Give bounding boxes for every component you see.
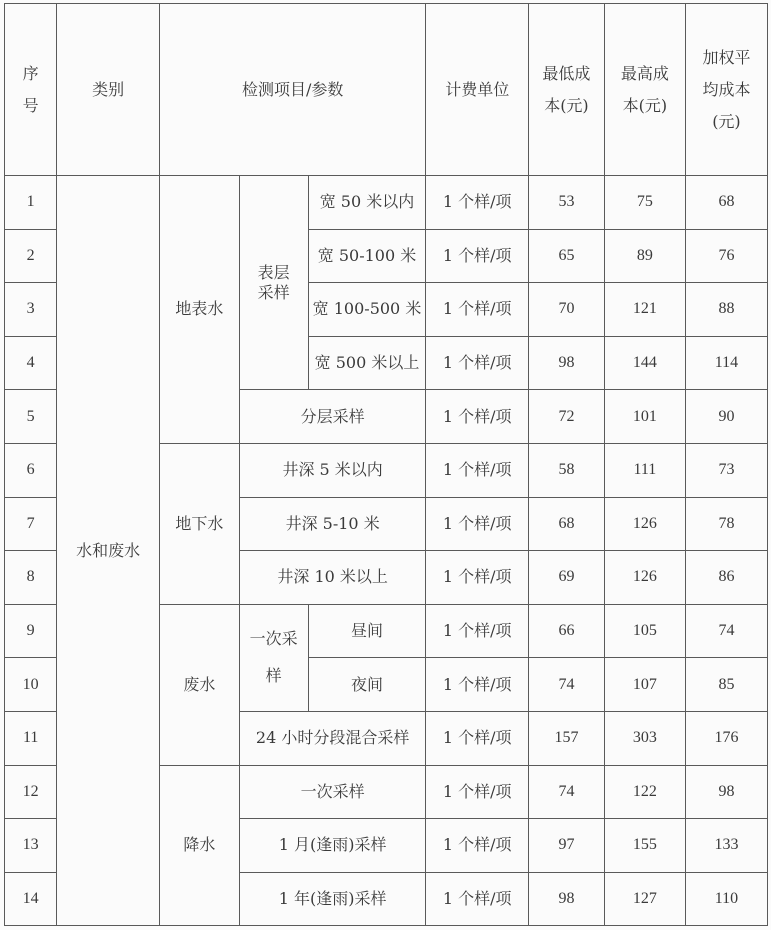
max-cost-cell: 101: [604, 390, 685, 444]
row-number: 8: [5, 551, 57, 605]
avg-cost-cell: 98: [685, 765, 767, 819]
max-cost-cell: 105: [604, 604, 685, 658]
avg-cost-cell: 68: [685, 176, 767, 230]
max-cost-cell: 126: [604, 497, 685, 551]
header-item: 检测项目/参数: [159, 4, 426, 176]
row-number: 2: [5, 229, 57, 283]
single-sampling-line2: 样: [265, 665, 282, 685]
header-row: [5, 4, 768, 176]
min-cost-cell: 70: [529, 283, 605, 337]
item-cell: 夜间: [308, 658, 426, 712]
min-cost-cell: 98: [529, 336, 605, 390]
max-cost-cell: 111: [604, 443, 685, 497]
max-cost-cell: 107: [604, 658, 685, 712]
avg-cost-cell: 90: [685, 390, 767, 444]
row-number: 11: [5, 711, 57, 765]
unit-cell: 1 个样/项: [426, 658, 529, 712]
unit-cell: 1 个样/项: [426, 176, 529, 230]
min-cost-cell: 72: [529, 390, 605, 444]
max-cost-cell: 155: [604, 819, 685, 873]
avg-cost-cell: 133: [685, 819, 767, 873]
unit-cell: 1 个样/项: [426, 872, 529, 926]
unit-cell: 1 个样/项: [426, 336, 529, 390]
min-cost-cell: 98: [529, 872, 605, 926]
item-cell: 1 月(逢雨)采样: [239, 819, 426, 873]
min-cost-cell: 53: [529, 176, 605, 230]
row-number: 3: [5, 283, 57, 337]
single-sampling-cell: [239, 604, 308, 711]
header-min-line1: 最低成: [542, 63, 591, 83]
table-row: [5, 176, 768, 230]
max-cost-cell: 121: [604, 283, 685, 337]
subcategory-precipitation: 降水: [159, 765, 239, 926]
row-number: 6: [5, 443, 57, 497]
header-max-cost: [604, 4, 685, 176]
item-cell: 井深 5-10 米: [239, 497, 426, 551]
header-category: 类别: [57, 4, 160, 176]
cost-table: [4, 3, 768, 926]
avg-cost-cell: 76: [685, 229, 767, 283]
surface-sampling-line1: 表层: [257, 262, 290, 282]
header-avg-line1: 加权平: [702, 47, 751, 67]
min-cost-cell: 157: [529, 711, 605, 765]
header-min-line2: 本(元): [544, 95, 589, 115]
avg-cost-cell: 85: [685, 658, 767, 712]
unit-cell: 1 个样/项: [426, 765, 529, 819]
item-cell: 昼间: [308, 604, 426, 658]
item-cell: 井深 5 米以内: [239, 443, 426, 497]
avg-cost-cell: 114: [685, 336, 767, 390]
subcategory-wastewater: 废水: [159, 604, 239, 765]
subcategory-groundwater: 地下水: [159, 443, 239, 604]
unit-cell: 1 个样/项: [426, 711, 529, 765]
min-cost-cell: 65: [529, 229, 605, 283]
single-sampling-line1: 一次采: [249, 629, 298, 649]
row-number: 4: [5, 336, 57, 390]
avg-cost-cell: 88: [685, 283, 767, 337]
item-cell: 宽 100-500 米: [308, 283, 426, 337]
max-cost-cell: 75: [604, 176, 685, 230]
header-avg-cost: [685, 4, 767, 176]
avg-cost-cell: 86: [685, 551, 767, 605]
item-cell: 宽 500 米以上: [308, 336, 426, 390]
min-cost-cell: 74: [529, 658, 605, 712]
item-cell: 宽 50 米以内: [308, 176, 426, 230]
max-cost-cell: 126: [604, 551, 685, 605]
max-cost-cell: 127: [604, 872, 685, 926]
unit-cell: 1 个样/项: [426, 604, 529, 658]
unit-cell: 1 个样/项: [426, 819, 529, 873]
item-cell: 24 小时分段混合采样: [239, 711, 426, 765]
unit-cell: 1 个样/项: [426, 283, 529, 337]
header-seq-line1: 序: [22, 63, 39, 83]
avg-cost-cell: 78: [685, 497, 767, 551]
row-number: 12: [5, 765, 57, 819]
header-unit: 计费单位: [426, 4, 529, 176]
header-seq-line2: 号: [22, 95, 39, 115]
unit-cell: 1 个样/项: [426, 390, 529, 444]
header-seq: [5, 4, 57, 176]
item-cell: 井深 10 米以上: [239, 551, 426, 605]
avg-cost-cell: 176: [685, 711, 767, 765]
unit-cell: 1 个样/项: [426, 229, 529, 283]
category-cell: 水和废水: [57, 176, 160, 926]
row-number: 13: [5, 819, 57, 873]
row-number: 10: [5, 658, 57, 712]
min-cost-cell: 97: [529, 819, 605, 873]
max-cost-cell: 144: [604, 336, 685, 390]
surface-sampling-line2: 采样: [257, 282, 290, 302]
item-cell: 宽 50-100 米: [308, 229, 426, 283]
min-cost-cell: 66: [529, 604, 605, 658]
subcategory-surface-water: 地表水: [159, 176, 239, 444]
row-number: 5: [5, 390, 57, 444]
avg-cost-cell: 74: [685, 604, 767, 658]
row-number: 7: [5, 497, 57, 551]
header-max-line2: 本(元): [622, 95, 668, 115]
row-number: 9: [5, 604, 57, 658]
item-cell: 一次采样: [239, 765, 426, 819]
min-cost-cell: 69: [529, 551, 605, 605]
header-max-line1: 最高成: [620, 63, 669, 83]
avg-cost-cell: 73: [685, 443, 767, 497]
unit-cell: 1 个样/项: [426, 497, 529, 551]
avg-cost-cell: 110: [685, 872, 767, 926]
surface-sampling-cell: [239, 176, 308, 390]
max-cost-cell: 89: [604, 229, 685, 283]
unit-cell: 1 个样/项: [426, 551, 529, 605]
header-min-cost: [529, 4, 605, 176]
header-avg-line3: (元): [712, 111, 741, 131]
max-cost-cell: 303: [604, 711, 685, 765]
min-cost-cell: 58: [529, 443, 605, 497]
min-cost-cell: 74: [529, 765, 605, 819]
unit-cell: 1 个样/项: [426, 443, 529, 497]
header-avg-line2: 均成本: [702, 79, 751, 99]
min-cost-cell: 68: [529, 497, 605, 551]
item-cell: 分层采样: [239, 390, 426, 444]
max-cost-cell: 122: [604, 765, 685, 819]
row-number: 14: [5, 872, 57, 926]
row-number: 1: [5, 176, 57, 230]
item-cell: 1 年(逢雨)采样: [239, 872, 426, 926]
